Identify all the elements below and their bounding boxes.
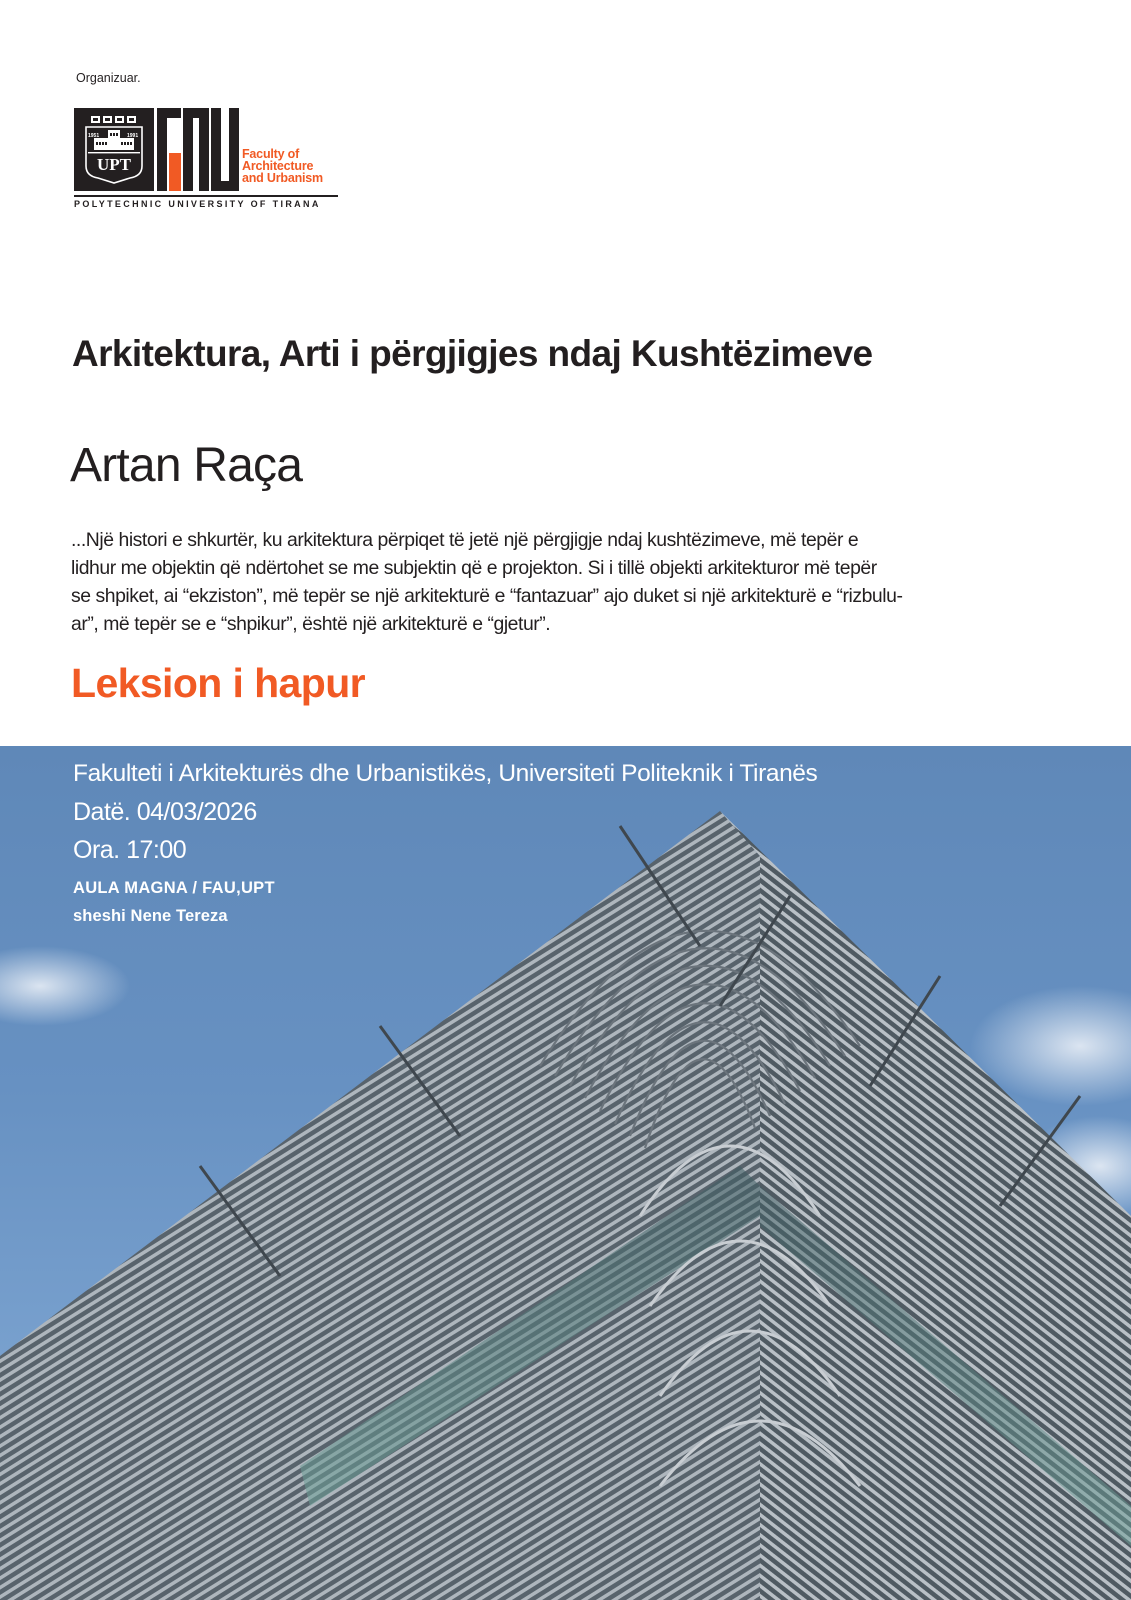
abstract-line: se shpiket, ai “ekziston”, më tepër se një arkitekturë e “fantazuar” ajo duket si një arkitekturë e “rizbulu- — [71, 585, 903, 607]
venue-text: Fakulteti i Arkitekturës dhe Urbanistikës, Universiteti Politeknik i Tiranës — [73, 760, 818, 787]
svg-text:1951: 1951 — [88, 133, 100, 139]
logo-divider — [74, 195, 338, 197]
faculty-name — [242, 148, 323, 184]
upt-emblem — [74, 108, 154, 191]
event-address: sheshi Nene Tereza — [73, 907, 228, 925]
event-hall: AULA MAGNA / FAU,UPT — [73, 879, 275, 897]
faculty-name-line-1: Faculty of — [242, 147, 300, 161]
lecture-title: Arkitektura, Arti i përgjigjes ndaj Kushtëzimeve — [72, 333, 873, 374]
building-facade-image — [0, 746, 1131, 1600]
faculty-name-line-2: Architecture — [242, 159, 314, 173]
svg-text:UPT: UPT — [97, 155, 131, 174]
abstract-line: ...Një histori e shkurtër, ku arkitektura përpiqet të jetë një përgjigje ndaj kushtëzimeve, më tepër e — [71, 529, 859, 551]
faculty-name-line-3: and Urbanism — [242, 171, 323, 185]
university-name: POLYTECHNIC UNIVERSITY OF TIRANA — [74, 199, 321, 209]
faculty-logo — [74, 108, 344, 213]
abstract-line: lidhur me objektin që ndërtohet se me subjektin që e projekton. Si i tillë objekti arkitekturor më tepër — [71, 557, 877, 579]
lecture-abstract — [71, 526, 1016, 638]
lecture-type-heading: Leksion i hapur — [71, 660, 365, 706]
svg-text:1991: 1991 — [127, 133, 139, 139]
speaker-name: Artan Raça — [70, 439, 303, 492]
event-time: Ora. 17:00 — [73, 836, 187, 864]
fau-monogram-icon — [157, 108, 239, 191]
event-date: Datë. 04/03/2026 — [73, 798, 257, 826]
building-photo — [0, 746, 1131, 1600]
upt-shield-icon — [80, 114, 148, 184]
abstract-line: ar”, më tepër se e “shpikur”, është një arkitekturë e “gjetur”. — [71, 613, 551, 635]
organizer-label: Organizuar. — [76, 71, 141, 85]
